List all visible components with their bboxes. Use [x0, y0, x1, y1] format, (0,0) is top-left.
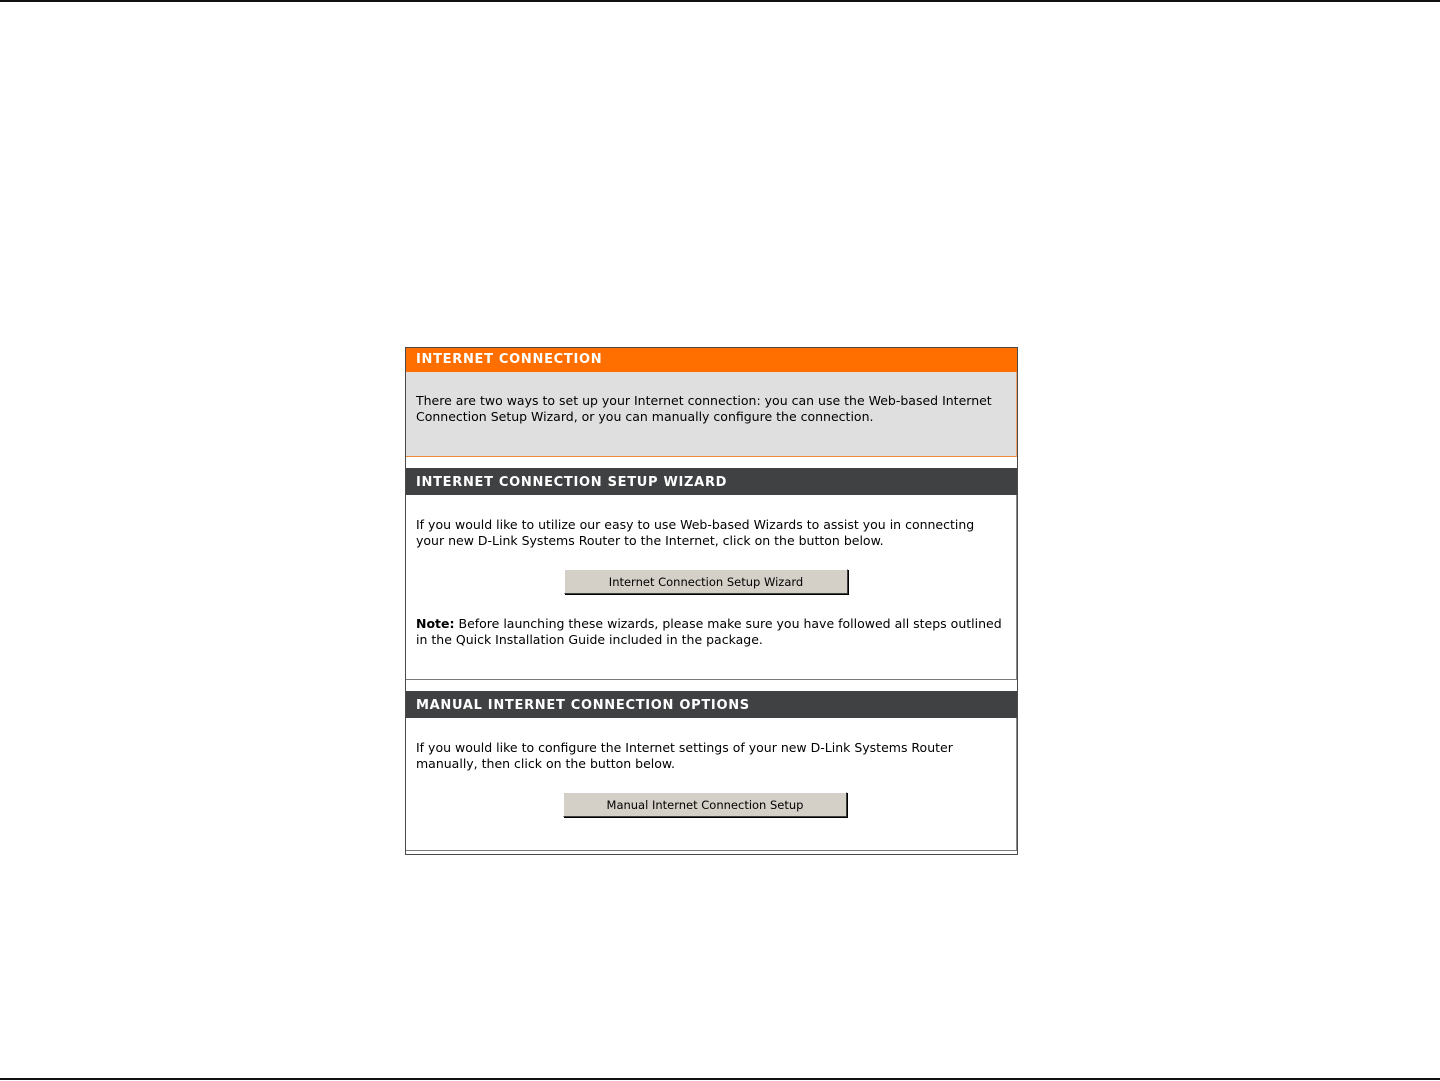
setup-wizard-description: If you would like to utilize our easy to use Web-based Wizards to assist you in connecting your new D-Link Systems Router to the Internet, click on the button below. [416, 517, 975, 548]
wizard-note [416, 616, 1006, 648]
setup-wizard-header: INTERNET CONNECTION SETUP WIZARD [406, 468, 1017, 495]
bottom-rule [0, 1078, 1440, 1080]
manual-options-header: MANUAL INTERNET CONNECTION OPTIONS [406, 691, 1017, 718]
internet-connection-header: INTERNET CONNECTION [406, 348, 1017, 372]
top-rule [0, 0, 1440, 2]
note-label: Note: [416, 616, 455, 631]
wizard-section-border [1016, 495, 1017, 679]
manual-section-divider [406, 850, 1017, 851]
note-text: Before launching these wizards, please make sure you have followed all steps outlined in the Quick Installation Guide included in the package. [416, 616, 1002, 647]
manual-section-border [1016, 718, 1017, 850]
manual-options-description: If you would like to configure the Internet settings of your new D-Link Systems Router manually, then click on the button below. [416, 740, 953, 771]
internet-connection-setup-wizard-button[interactable]: Internet Connection Setup Wizard [564, 569, 848, 594]
manual-internet-connection-setup-button[interactable]: Manual Internet Connection Setup [563, 792, 847, 817]
wizard-section-divider [406, 679, 1017, 680]
internet-connection-panel [405, 347, 1018, 855]
internet-connection-info-box [406, 372, 1017, 457]
internet-connection-description: There are two ways to set up your Internet connection: you can use the Web-based Internet Connection Setup Wizard, or you can manually configure the connection. [416, 393, 992, 424]
